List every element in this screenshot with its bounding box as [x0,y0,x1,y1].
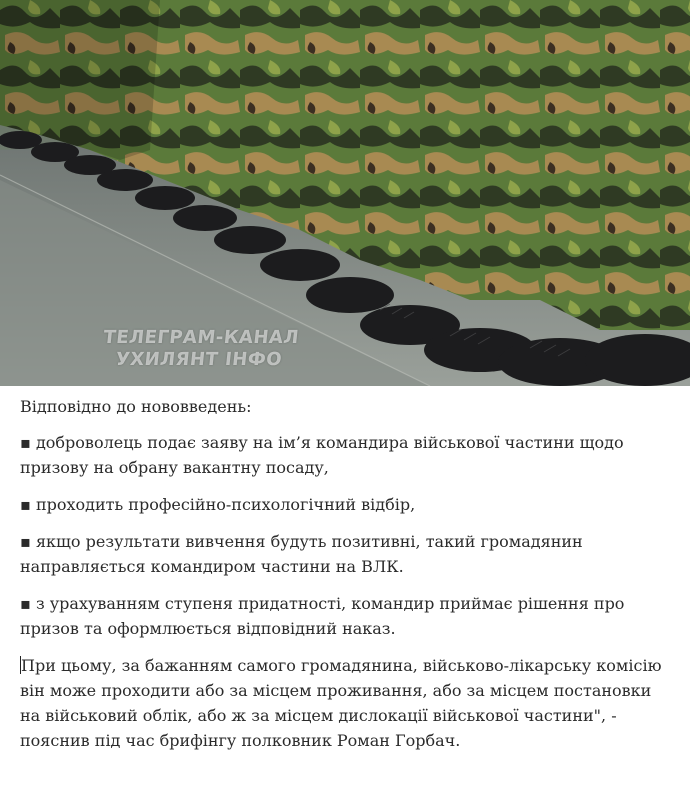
article-closing[interactable] [20,653,670,753]
bullet-item-3: ▪ якщо результати вивчення будуть позитивні, такий громадянин направляється командиром частини на ВЛК. [20,529,670,579]
watermark-line-1: ТЕЛЕГРАМ-КАНАЛ [102,327,300,348]
watermark-line-2: УХИЛЯНТ ІНФО [114,349,284,370]
article-photo [0,0,690,386]
bullet-item-2: ▪ проходить професійно-психологічний відбір, [20,492,670,517]
article-intro: Відповідно до нововведень: [20,397,252,416]
closing-text: При цьому, за бажанням самого громадянина, військово-лікарську комісію він може проходити або за місцем проживання, або за місцем постановки на військовий облік, або ж за місцем дислокації військової частини", - пояснив під час брифінгу полковник Роман Горбач. [20,656,662,750]
bullet-item-4: ▪ з урахуванням ступеня придатності, командир приймає рішення про призов та оформлюється відповідний наказ. [20,591,670,641]
watermark [98,327,303,371]
bullet-item-1: ▪ доброволець подає заяву на ім’я командира військової частини щодо призову на обрану вакантну посаду, [20,430,670,480]
article-body [0,386,690,753]
